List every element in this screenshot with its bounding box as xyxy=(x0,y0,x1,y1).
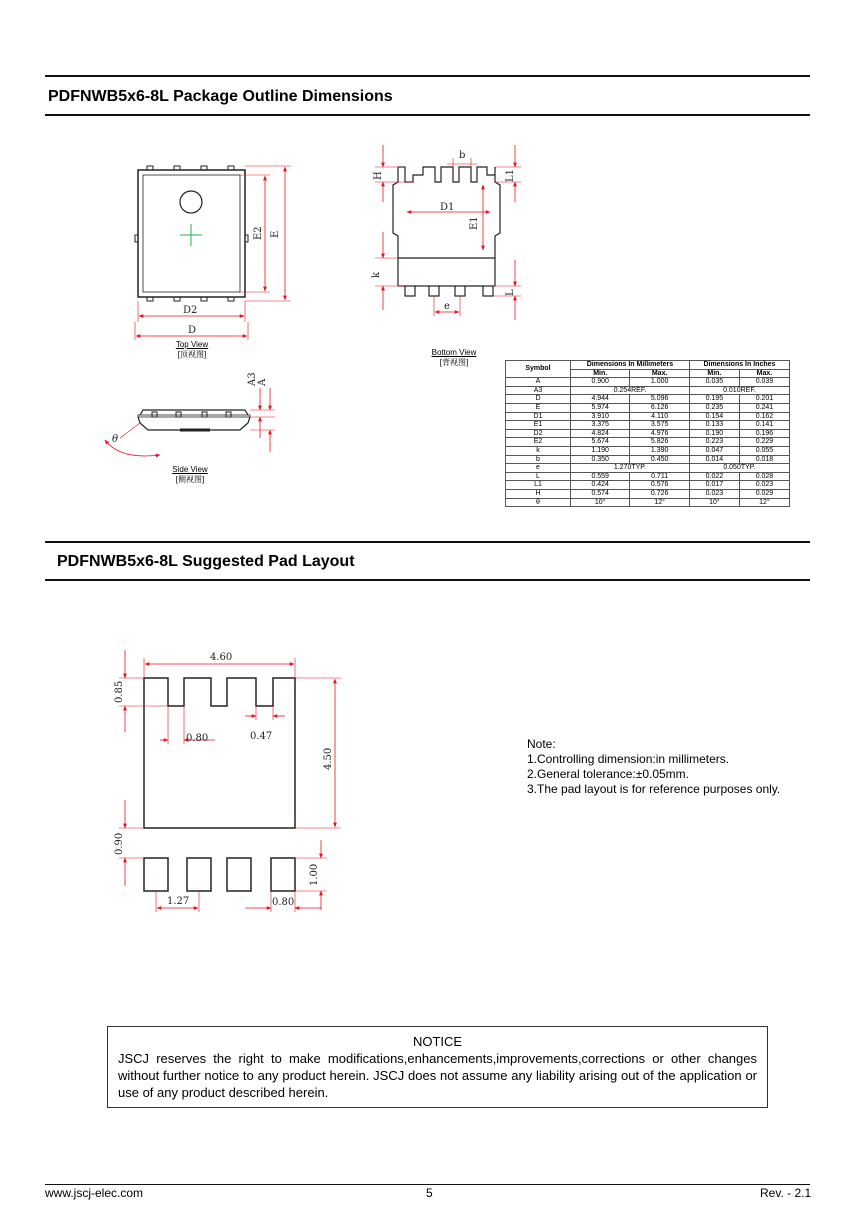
top-view-caption xyxy=(152,340,232,360)
cell-in-max: 0.201 xyxy=(739,395,789,404)
cell-in-min: 0.023 xyxy=(689,489,739,498)
cell-mm-min: 0.350 xyxy=(571,455,630,464)
cell-symbol: D2 xyxy=(506,429,571,438)
cell-in-max: 0.028 xyxy=(739,472,789,481)
table-row xyxy=(506,481,790,490)
cell-in-min: 0.133 xyxy=(689,421,739,430)
cell-symbol: D1 xyxy=(506,412,571,421)
cell-symbol: A3 xyxy=(506,386,571,395)
cell-mm-max: 0.726 xyxy=(630,489,689,498)
label-E: E xyxy=(270,230,281,238)
cell-symbol: e xyxy=(506,464,571,473)
col-in-max: Max. xyxy=(739,369,789,378)
label-D1: D1 xyxy=(440,202,455,213)
cell-mm-min: 0.574 xyxy=(571,489,630,498)
cell-symbol: E1 xyxy=(506,421,571,430)
bottom-view-caption xyxy=(414,348,494,368)
title-underline xyxy=(45,114,810,116)
col-in: Dimensions In Inches xyxy=(689,361,789,370)
label-b: b xyxy=(459,150,466,161)
dimension-table-body xyxy=(506,378,790,507)
cell-in-min: 0.035 xyxy=(689,378,739,387)
table-row xyxy=(506,395,790,404)
pad-label-090: 0.90 xyxy=(114,832,125,855)
label-L: L xyxy=(505,289,516,296)
side-view-caption xyxy=(150,465,230,485)
cell-symbol: E2 xyxy=(506,438,571,447)
label-D2: D2 xyxy=(183,305,198,316)
footer-url[interactable]: www.jscj-elec.com xyxy=(45,1186,144,1200)
cell-in-max: 12° xyxy=(739,498,789,507)
note-item-1: 1.Controlling dimension:in millimeters. xyxy=(527,752,730,766)
page-number: 5 xyxy=(426,1186,433,1200)
bottom-view-en: Bottom View xyxy=(431,348,477,357)
bottom-view-drawing xyxy=(365,140,530,325)
note-item-3: 3.The pad layout is for reference purposes only. xyxy=(527,782,781,796)
notes-title: Note: xyxy=(527,737,556,751)
cell-mm-max: 5.826 xyxy=(630,438,689,447)
table-row xyxy=(506,464,790,473)
table-row xyxy=(506,386,790,395)
cell-mm-min: 0.424 xyxy=(571,481,630,490)
cell-mm-max: 12° xyxy=(630,498,689,507)
top-view-zh: [顶视图] xyxy=(177,350,207,359)
cell-symbol: k xyxy=(506,446,571,455)
cell-in-min: 0.223 xyxy=(689,438,739,447)
cell-mm-max: 0.576 xyxy=(630,481,689,490)
cell-symbol: θ xyxy=(506,498,571,507)
cell-in-max: 0.018 xyxy=(739,455,789,464)
top-view-drawing xyxy=(95,150,310,345)
pad-layout-drawing xyxy=(105,640,350,920)
label-e: e xyxy=(444,301,450,312)
table-row xyxy=(506,472,790,481)
cell-symbol: E xyxy=(506,403,571,412)
label-D: D xyxy=(188,325,197,336)
pad-label-450: 4.50 xyxy=(323,747,334,770)
cell-symbol: A xyxy=(506,378,571,387)
revision: Rev. - 2.1 xyxy=(760,1186,812,1200)
pad-label-080a: 0.80 xyxy=(186,733,209,744)
pad-section-title: PDFNWB5x6-8L Suggested Pad Layout xyxy=(57,553,355,570)
footer-rule xyxy=(45,1184,810,1185)
cell-mm-max: 0.711 xyxy=(630,472,689,481)
cell-in-min: 0.190 xyxy=(689,429,739,438)
cell-in-max: 0.039 xyxy=(739,378,789,387)
label-A3: A3 xyxy=(247,372,258,386)
col-mm-min: Min. xyxy=(571,369,630,378)
cell-in-span: 0.050TYP. xyxy=(689,464,789,473)
cell-mm-max: 4.110 xyxy=(630,412,689,421)
cell-in-max: 0.029 xyxy=(739,489,789,498)
cell-in-max: 0.229 xyxy=(739,438,789,447)
cell-mm-max: 6.126 xyxy=(630,403,689,412)
label-E2: E2 xyxy=(253,226,264,240)
table-row xyxy=(506,446,790,455)
cell-in-max: 0.241 xyxy=(739,403,789,412)
label-E1: E1 xyxy=(469,216,480,230)
cell-in-min: 0.195 xyxy=(689,395,739,404)
cell-mm-min: 4.824 xyxy=(571,429,630,438)
cell-symbol: H xyxy=(506,489,571,498)
cell-mm-min: 5.974 xyxy=(571,403,630,412)
section2-rule-top xyxy=(45,541,810,543)
notice-body: JSCJ reserves the right to make modifications,enhancements,improvements,corrections or other changes without further notice to any product herein. JSCJ does not assume any liability arising out of the application or use of any product described herein. xyxy=(118,1051,757,1100)
cell-mm-span: 1.270TYP. xyxy=(571,464,690,473)
table-row xyxy=(506,498,790,507)
section2-rule-bottom xyxy=(45,579,810,581)
cell-mm-min: 1.190 xyxy=(571,446,630,455)
pad-label-047: 0.47 xyxy=(250,731,273,742)
cell-mm-min: 3.375 xyxy=(571,421,630,430)
cell-in-max: 0.141 xyxy=(739,421,789,430)
table-row xyxy=(506,421,790,430)
label-H: H xyxy=(373,171,384,180)
table-row xyxy=(506,403,790,412)
cell-in-max: 0.196 xyxy=(739,429,789,438)
cell-mm-min: 4.944 xyxy=(571,395,630,404)
cell-mm-max: 3.575 xyxy=(630,421,689,430)
notice-box xyxy=(107,1026,768,1108)
cell-mm-min: 0.559 xyxy=(571,472,630,481)
pad-label-127: 1.27 xyxy=(167,896,190,907)
top-view-en: Top View xyxy=(175,340,209,349)
table-row xyxy=(506,455,790,464)
side-view-en: Side View xyxy=(172,465,208,474)
pad-label-080b: 0.80 xyxy=(272,897,295,908)
label-L1: L1 xyxy=(505,168,516,182)
cell-mm-max: 4.976 xyxy=(630,429,689,438)
label-k: k xyxy=(371,271,382,278)
cell-symbol: L1 xyxy=(506,481,571,490)
side-view-drawing xyxy=(100,370,280,465)
cell-in-min: 0.017 xyxy=(689,481,739,490)
cell-mm-max: 0.450 xyxy=(630,455,689,464)
cell-mm-max: 1.000 xyxy=(630,378,689,387)
cell-mm-min: 3.910 xyxy=(571,412,630,421)
cell-symbol: L xyxy=(506,472,571,481)
cell-mm-max: 1.390 xyxy=(630,446,689,455)
table-row xyxy=(506,378,790,387)
col-mm: Dimensions In Millimeters xyxy=(571,361,690,370)
cell-mm-min: 5.674 xyxy=(571,438,630,447)
cell-mm-span: 0.254REF. xyxy=(571,386,690,395)
col-mm-max: Max. xyxy=(630,369,689,378)
cell-in-min: 0.047 xyxy=(689,446,739,455)
outline-section-title: PDFNWB5x6-8L Package Outline Dimensions xyxy=(48,88,393,105)
col-in-min: Min. xyxy=(689,369,739,378)
table-row xyxy=(506,429,790,438)
cell-in-min: 0.154 xyxy=(689,412,739,421)
dimension-table xyxy=(505,360,790,507)
cell-in-max: 0.055 xyxy=(739,446,789,455)
pad-label-100: 1.00 xyxy=(309,863,320,886)
side-view-zh: [侧视图] xyxy=(175,475,205,484)
bottom-view-zh: [背视图] xyxy=(439,358,469,367)
cell-symbol: D xyxy=(506,395,571,404)
cell-in-min: 0.235 xyxy=(689,403,739,412)
top-rule xyxy=(45,75,810,77)
table-row xyxy=(506,412,790,421)
notice-title: NOTICE xyxy=(412,1034,463,1049)
pad-label-460: 4.60 xyxy=(210,652,233,663)
notes-block xyxy=(527,737,780,797)
pad-label-085: 0.85 xyxy=(114,680,125,703)
cell-in-max: 0.162 xyxy=(739,412,789,421)
cell-in-min: 10° xyxy=(689,498,739,507)
cell-in-max: 0.023 xyxy=(739,481,789,490)
table-row xyxy=(506,489,790,498)
cell-mm-max: 5.096 xyxy=(630,395,689,404)
label-A: A xyxy=(257,378,268,386)
cell-in-min: 0.014 xyxy=(689,455,739,464)
col-symbol: Symbol xyxy=(506,361,571,378)
cell-symbol: b xyxy=(506,455,571,464)
cell-in-min: 0.022 xyxy=(689,472,739,481)
cell-in-span: 0.010REF. xyxy=(689,386,789,395)
label-theta: θ xyxy=(112,434,119,445)
cell-mm-min: 0.900 xyxy=(571,378,630,387)
note-item-2: 2.General tolerance:±0.05mm. xyxy=(527,767,689,781)
cell-mm-min: 10° xyxy=(571,498,630,507)
table-row xyxy=(506,438,790,447)
